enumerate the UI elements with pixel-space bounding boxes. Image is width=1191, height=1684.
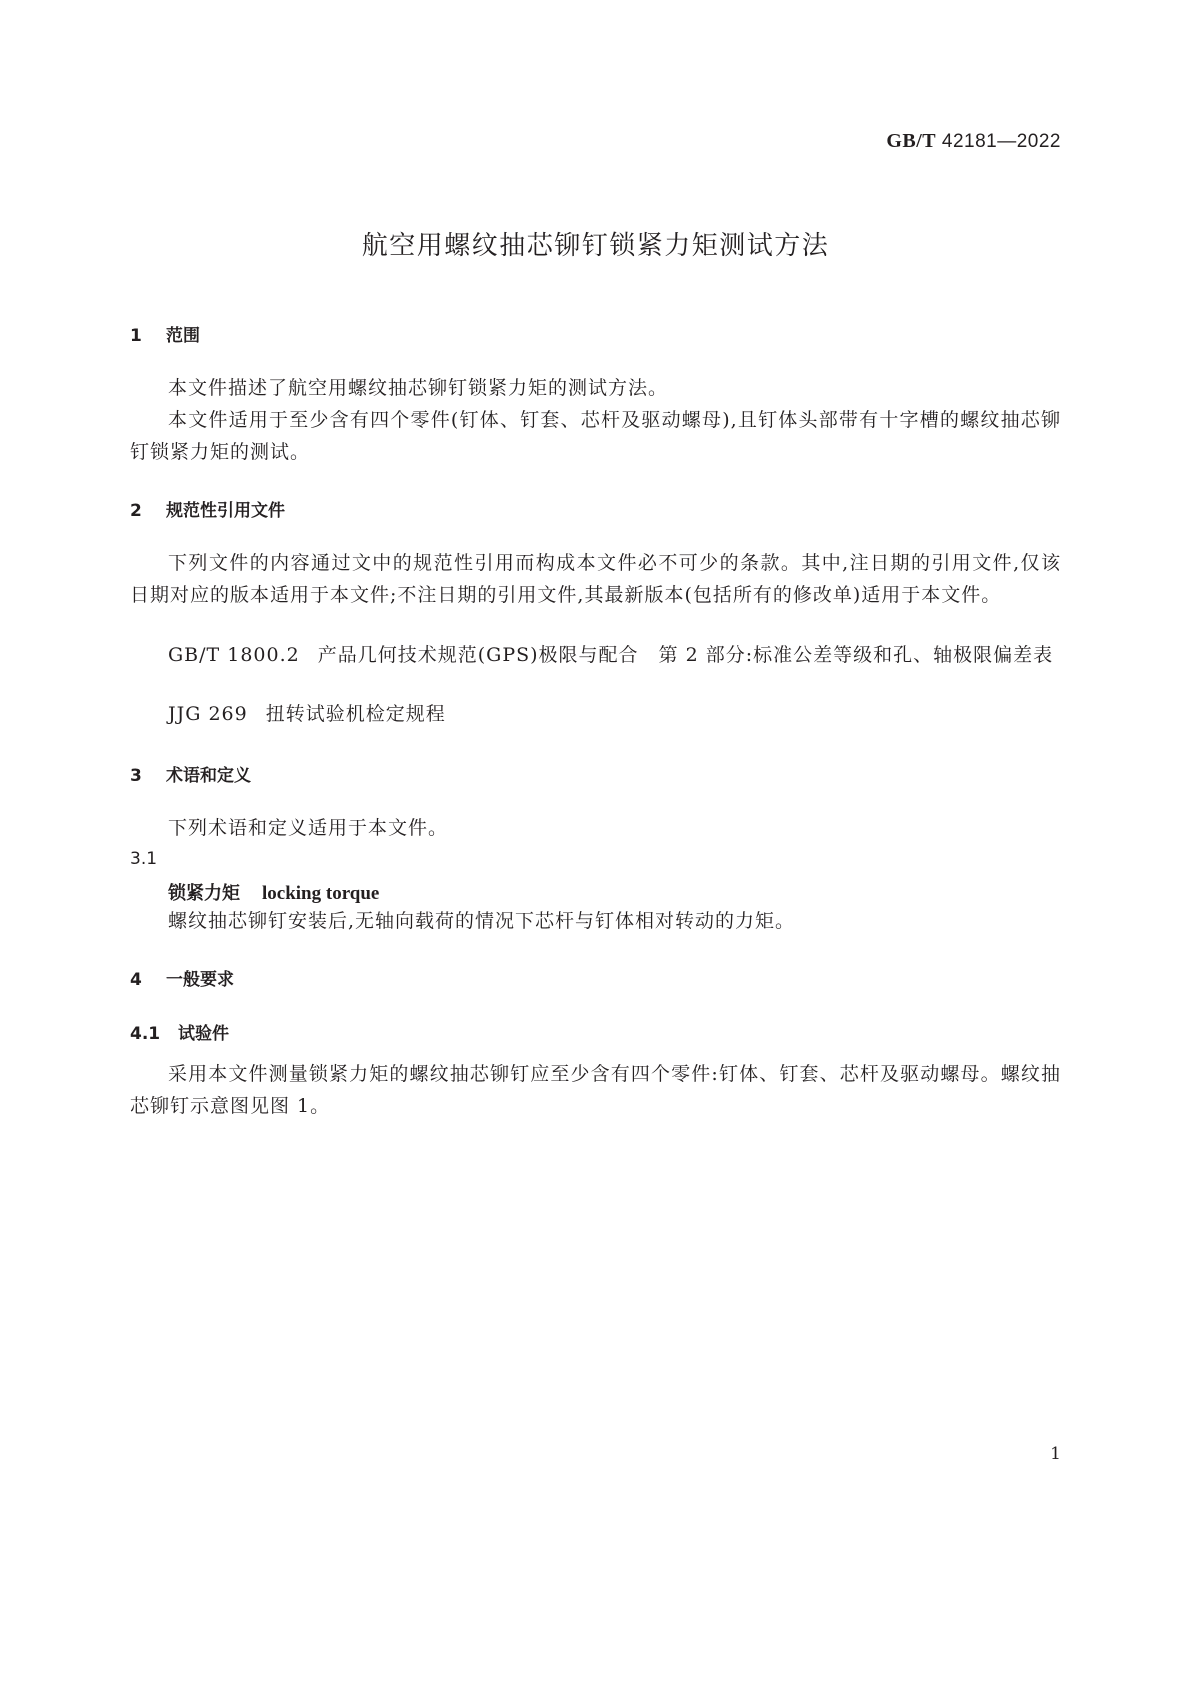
section-number: 4 (130, 970, 142, 990)
term-chinese: 锁紧力矩 (168, 883, 240, 904)
section-2-intro: 下列文件的内容通过文中的规范性引用而构成本文件必不可少的条款。其中,注日期的引用文件,仅该日期对应的版本适用于本文件;不注日期的引用文件,其最新版本(包括所有的修改单)适用于本文件。 (130, 552, 1061, 606)
subsection-4-1-heading (130, 1019, 229, 1044)
reference-title: 扭转试验机检定规程 (265, 703, 446, 725)
section-2-heading (130, 496, 285, 521)
reference-item (130, 639, 1061, 671)
section-number: 3 (130, 766, 142, 786)
section-1-paragraph-1: 本文件描述了航空用螺纹抽芯铆钉锁紧力矩的测试方法。 (168, 377, 669, 399)
section-title: 一般要求 (166, 970, 234, 990)
section-3-intro: 下列术语和定义适用于本文件。 (168, 817, 449, 839)
section-1-heading (130, 321, 200, 346)
standard-prefix: GB/T (886, 130, 937, 152)
reference-code: GB/T 1800.2 (168, 644, 300, 666)
section-number: 2 (130, 501, 142, 521)
subsection-4-1-paragraph: 采用本文件测量锁紧力矩的螺纹抽芯铆钉应至少含有四个零件:钉体、钉套、芯杆及驱动螺母。螺纹抽芯铆钉示意图见图 1。 (130, 1063, 1061, 1117)
section-number: 1 (130, 326, 142, 346)
section-title: 范围 (166, 326, 200, 346)
document-title: 航空用螺纹抽芯铆钉锁紧力矩测试方法 (361, 231, 830, 261)
page-number: 1 (1050, 1444, 1061, 1464)
reference-item (130, 698, 1061, 730)
reference-title: 产品几何技术规范(GPS)极限与配合 第 2 部分:标准公差等级和孔、轴极限偏差表 (317, 644, 1054, 666)
term-number: 3.1 (130, 849, 158, 869)
subsection-number: 4.1 (130, 1024, 161, 1044)
term-english: locking torque (262, 883, 380, 904)
section-3-heading (130, 761, 251, 786)
standard-code (886, 130, 1061, 153)
section-title: 术语和定义 (166, 766, 251, 786)
standard-number: 42181—2022 (941, 131, 1061, 152)
subsection-title: 试验件 (178, 1024, 229, 1044)
section-4-heading (130, 965, 234, 990)
section-1-paragraph-2: 本文件适用于至少含有四个零件(钉体、钉套、芯杆及驱动螺母),且钉体头部带有十字槽的螺纹抽芯铆钉锁紧力矩的测试。 (130, 409, 1061, 463)
term-definition: 螺纹抽芯铆钉安装后,无轴向载荷的情况下芯杆与钉体相对转动的力矩。 (168, 910, 796, 932)
reference-code: JJG 269 (168, 703, 248, 725)
section-title: 规范性引用文件 (166, 501, 285, 521)
term-heading (168, 879, 379, 905)
